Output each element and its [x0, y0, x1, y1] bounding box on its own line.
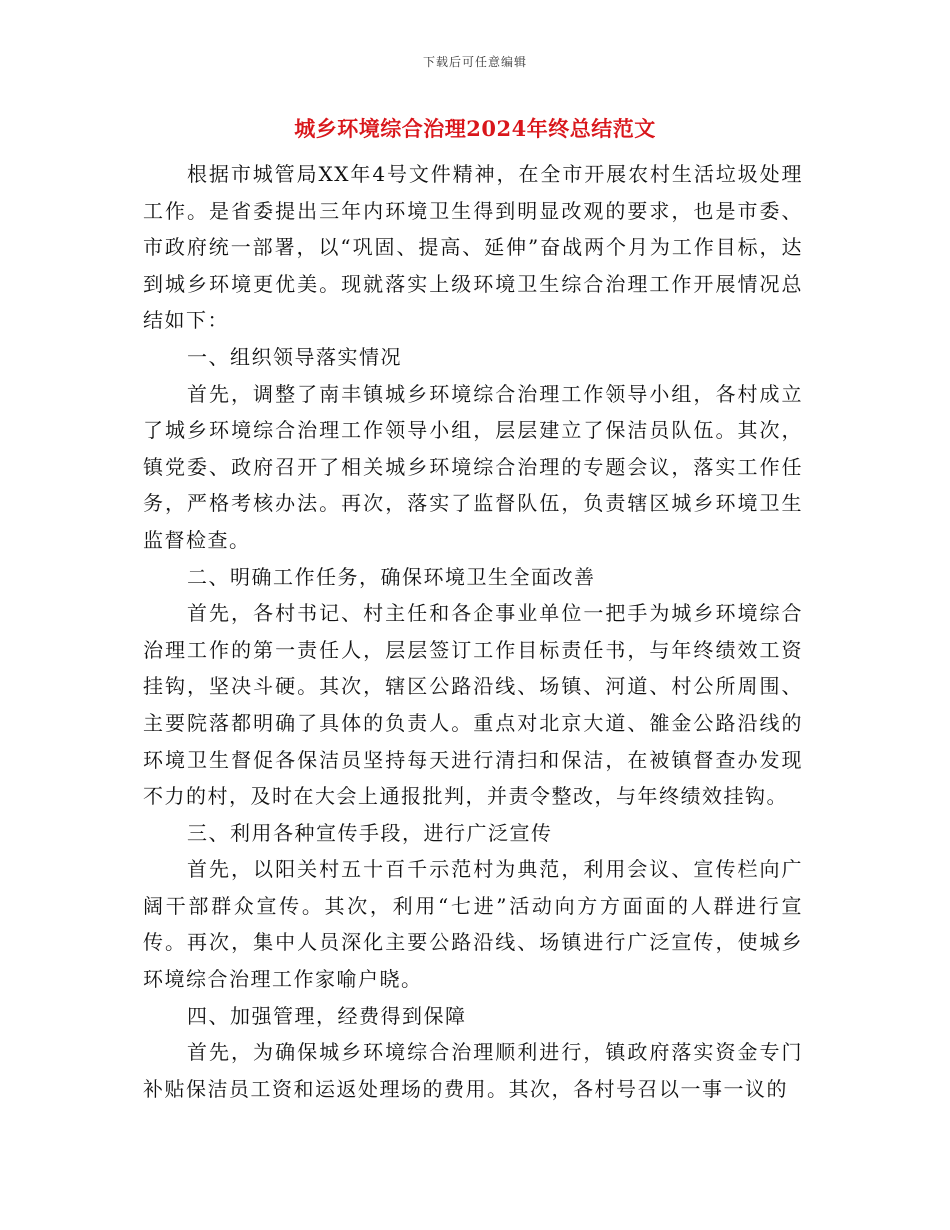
section-heading-4: 四、加强管理，经费得到保障 [187, 1003, 467, 1028]
section-heading-3: 三、利用各种宣传手段，进行广泛宣传 [187, 820, 553, 845]
paragraph-section-2: 首先，各村书记、村主任和各企事业单位一把手为城乡环境综合治理工作的第一责任人，层层签订工作目标责任书，与年终绩效工资挂钩，坚决斗硬。其次，辖区公路沿线、场镇、河道、村公所周围、主要院落都明确了具体的负责人。重点对北京大道、雒金公路沿线的环境卫生督促各保洁员坚持每天进行清扫和保洁，在被镇督查办发现不力的村，及时在大会上通报批判，并责令整改，与年终绩效挂钩。 [143, 601, 803, 809]
document-title: 城乡环境综合治理2024年终总结范文 [294, 116, 656, 141]
section-heading-1: 一、组织领导落实情况 [187, 344, 402, 369]
paragraph-section-4: 首先，为确保城乡环境综合治理顺利进行，镇政府落实资金专门补贴保洁员工资和运返处理场的费用。其次，各村号召以一事一议的 [143, 1040, 803, 1101]
section-heading-2: 二、明确工作任务，确保环境卫生全面改善 [187, 564, 596, 589]
document-body [143, 156, 803, 1107]
paragraph-section-1: 首先，调整了南丰镇城乡环境综合治理工作领导小组，各村成立了城乡环境综合治理工作领导小组，层层建立了保洁员队伍。其次，镇党委、政府召开了相关城乡环境综合治理的专题会议，落实工作任务，严格考核办法。再次，落实了监督队伍，负责辖区城乡环境卫生监督检查。 [143, 381, 803, 552]
paragraph-intro: 根据市城管局XX年4号文件精神，在全市开展农村生活垃圾处理工作。是省委提出三年内环境卫生得到明显改观的要求，也是市委、市政府统一部署，以“巩固、提高、延伸”奋战两个月为工作目标，达到城乡环境更优美。现就落实上级环境卫生综合治理工作开展情况总结如下： [143, 162, 803, 333]
header-note: 下载后可任意编辑 [422, 55, 527, 69]
paragraph-section-3: 首先，以阳关村五十百千示范村为典范，利用会议、宣传栏向广阔干部群众宣传。其次，利用“七进”活动向方方面面的人群进行宣传。再次，集中人员深化主要公路沿线、场镇进行广泛宣传，使城乡环境综合治理工作家喻户晓。 [143, 857, 803, 992]
